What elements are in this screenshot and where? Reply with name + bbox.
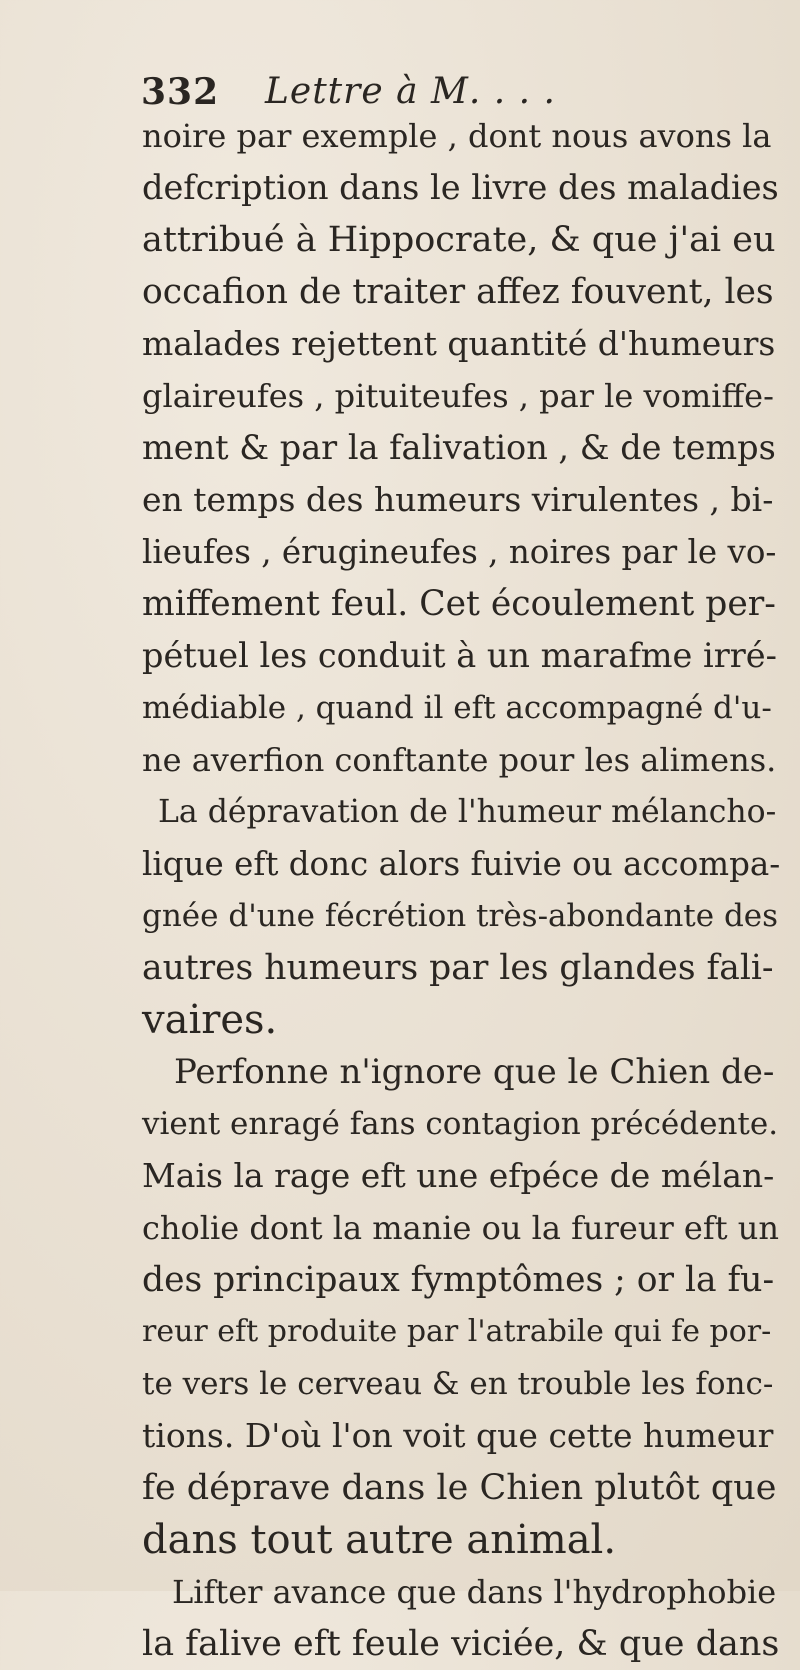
text-line: la falive eft feule viciée, & que dans xyxy=(142,1624,780,1664)
text-line: gnée d'une fécrétion très-abondante des xyxy=(142,898,779,934)
text-line: Perfonne n'ignore que le Chien de- xyxy=(174,1052,775,1092)
text-line: Mais la rage eft une efpéce de mélan- xyxy=(142,1156,775,1195)
text-line: tions. D'où l'on voit que cette humeur xyxy=(142,1416,774,1455)
text-line: noire par exemple , dont nous avons la xyxy=(142,117,772,155)
text-line: dans tout autre animal. xyxy=(142,1517,617,1563)
text-line: defcription dans le livre des maladies xyxy=(142,168,779,207)
text-line: ment & par la falivation , & de temps xyxy=(142,428,776,467)
text-line: glaireufes , pituiteufes , par le vomiffe- xyxy=(142,377,774,415)
text-line: cholie dont la manie ou la fureur eft un xyxy=(142,1209,779,1247)
text-line: pétuel les conduit à un marafme irré- xyxy=(142,636,777,675)
running-head xyxy=(141,72,661,112)
text-line: lique eft donc alors fuivie ou accompa- xyxy=(142,845,781,883)
text-line: attribué à Hippocrate, & que j'ai eu xyxy=(142,220,776,260)
text-line: vaires. xyxy=(142,997,278,1043)
text-line: miffement feul. Cet écoulement per- xyxy=(142,584,776,624)
text-line: reur eft produite par l'atrabile qui fe por- xyxy=(142,1314,772,1349)
text-line: autres humeurs par les glandes fali- xyxy=(142,948,774,988)
text-line: en temps des humeurs virulentes , bi- xyxy=(142,480,774,519)
text-line: te vers le cerveau & en trouble les fonc- xyxy=(142,1366,774,1402)
text-line: Lifter avance que dans l'hydrophobie xyxy=(172,1573,777,1611)
text-line: ne averfion conftante pour les alimens. xyxy=(142,741,777,779)
running-title: Lettre à M. . . . xyxy=(265,71,556,112)
text-line: La dépravation de l'humeur mélancho- xyxy=(158,794,777,830)
text-line: occafion de traiter affez fouvent, les xyxy=(142,272,774,312)
text-line: fe déprave dans le Chien plutôt que xyxy=(142,1468,777,1508)
text-line: malades rejettent quantité d'humeurs xyxy=(142,324,776,363)
text-line: vient enragé fans contagion précédente. xyxy=(142,1106,779,1142)
text-line: médiable , quand il eft accompagné d'u- xyxy=(142,690,772,726)
text-line: des principaux fymptômes ; or la fu- xyxy=(142,1260,775,1300)
page-number: 332 xyxy=(141,71,220,113)
text-line: lieufes , érugineufes , noires par le vo- xyxy=(142,533,777,571)
